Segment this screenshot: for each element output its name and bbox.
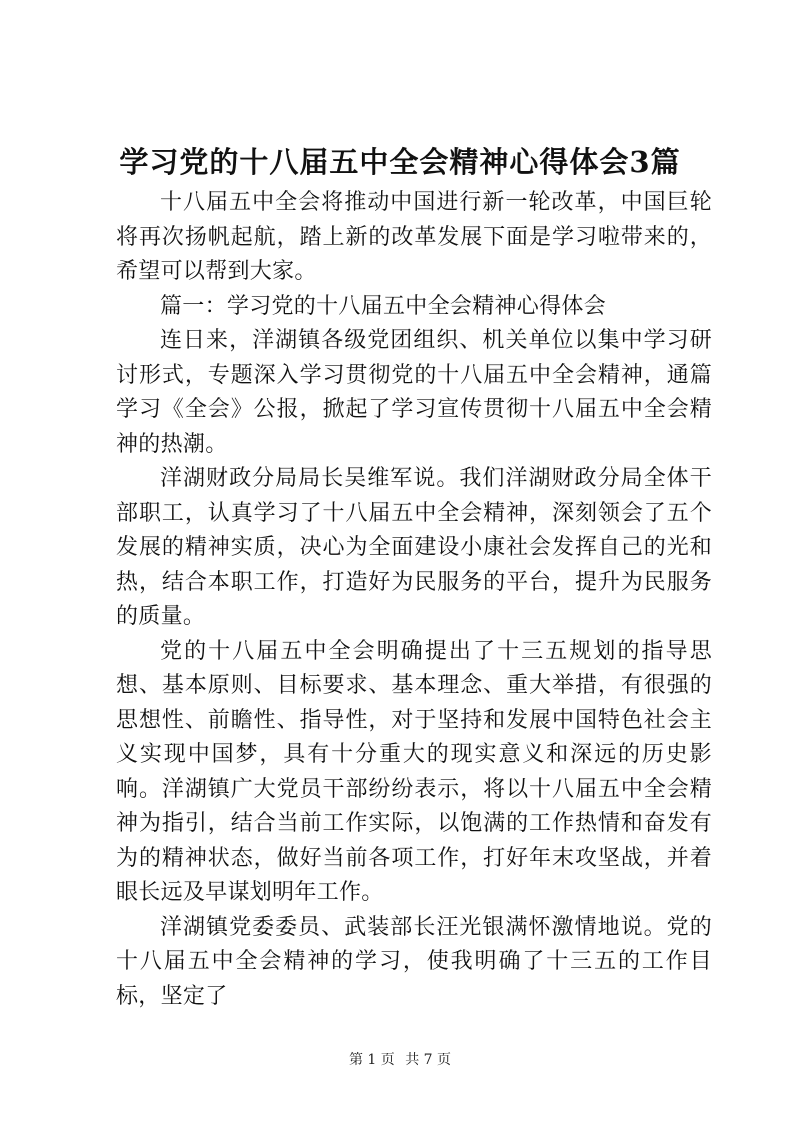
body-paragraph: 党的十八届五中全会明确提出了十三五规划的指导思想、基本原则、目标要求、基本理念、重大举措，有很强的思想性、前瞻性、指导性，对于坚持和发展中国特色社会主义实现中国梦，具有十分重大的现实意义和深远的历史影响。洋湖镇广大党员干部纷纷表示，将以十八届五中全会精神为指引，结合当前工作实际，以饱满的工作热情和奋发有为的精神状态，做好当前各项工作，打好年末攻坚战，并着眼长远及早谋划明年工作。 [116,638,712,905]
intro-paragraph: 十八届五中全会将推动中国进行新一轮改革，中国巨轮将再次扬帆起航，踏上新的改革发展下面是学习啦带来的，希望可以帮到大家。 [116,190,712,284]
document-title: 学习党的十八届五中全会精神心得体会3篇 [119,145,681,179]
body-paragraph: 洋湖财政分局局长吴维军说。我们洋湖财政分局全体干部职工，认真学习了十八届五中全会精神，深刻领会了五个发展的精神实质，决心为全面建设小康社会发挥自己的光和热，结合本职工作，打造好为民服务的平台，提升为民服务的质量。 [116,466,712,629]
section-heading: 篇一：学习党的十八届五中全会精神心得体会 [160,293,607,319]
body-paragraph: 洋湖镇党委委员、武装部长汪光银满怀激情地说。党的十八届五中全会精神的学习，使我明确了十三五的工作目标，坚定了 [116,914,712,1009]
body-paragraph: 连日来，洋湖镇各级党团组织、机关单位以集中学习研讨形式，专题深入学习贯彻党的十八届五中全会精神，通篇学习《全会》公报，掀起了学习宣传贯彻十八届五中全会精神的热潮。 [116,328,712,457]
page-total: 共 7 页 [405,1052,452,1068]
page-footer [0,1050,800,1070]
page-number: 第 1 页 [348,1052,395,1068]
document-body [116,186,712,1014]
